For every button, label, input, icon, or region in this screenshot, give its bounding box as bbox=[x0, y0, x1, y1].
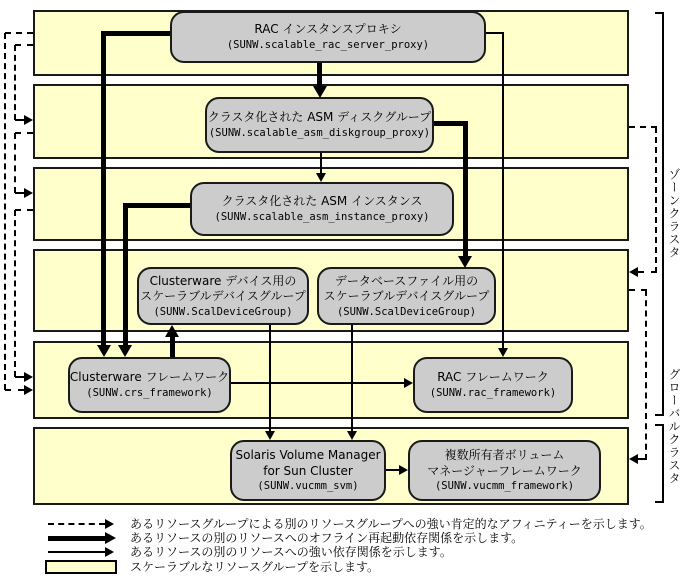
resource-title: Clusterware デバイス用の bbox=[149, 273, 297, 288]
affinity-band2-to-band3 bbox=[15, 192, 24, 194]
affinity-band1-to-band2 bbox=[15, 119, 24, 121]
affinity-band4-to-band6 bbox=[645, 290, 647, 460]
resource-box-crs-framework bbox=[68, 357, 231, 413]
resource-box-cw-device-group bbox=[137, 267, 309, 325]
arrowhead-icon bbox=[24, 188, 33, 198]
arrowhead-icon bbox=[404, 378, 413, 388]
resource-type: (SUNW.scalable_asm_diskgroup_proxy) bbox=[208, 127, 431, 139]
legend-dashed-arrow-icon bbox=[48, 523, 105, 525]
affinity-band3-to-band5 bbox=[14, 210, 16, 377]
arrowhead-icon bbox=[97, 345, 111, 357]
arrowhead-icon bbox=[629, 454, 638, 464]
resource-title: for Sun Cluster bbox=[263, 463, 353, 478]
resource-type: (SUNW.vucmm_svm) bbox=[257, 480, 359, 493]
edge-crs-framework-to-cw-device-group bbox=[170, 337, 175, 357]
legend-text-offline-restart: あるリソースの別のリソースへのオフライン再起動依存関係を示します。 bbox=[130, 531, 524, 545]
arrowhead-icon bbox=[165, 325, 179, 337]
resource-type: (SUNW.ScalDeviceGroup) bbox=[336, 305, 477, 318]
edge-asm-diskgroup-to-asm-instance bbox=[320, 153, 322, 174]
affinity-band3-to-band5 bbox=[15, 209, 33, 211]
arrowhead-icon bbox=[316, 173, 326, 182]
affinity-band1-to-band5 bbox=[5, 389, 24, 391]
global-cluster-label: グローバルクラスタ bbox=[667, 368, 681, 485]
resource-title: RAC インスタンスプロキシ bbox=[254, 22, 402, 37]
edge-vucmm-svm-to-vucmm-framework bbox=[386, 469, 399, 471]
edge-rac-proxy-to-crs-framework bbox=[101, 31, 170, 36]
arrowhead-icon bbox=[24, 385, 33, 395]
legend-thick-arrow-icon bbox=[48, 536, 105, 541]
affinity-band1-to-band2 bbox=[15, 44, 33, 46]
affinity-band1-to-band5 bbox=[4, 33, 6, 390]
resource-title: 複数所有者ボリューム bbox=[444, 448, 565, 463]
affinity-band3-to-band5 bbox=[15, 376, 24, 378]
edge-asm-instance-to-crs-framework bbox=[123, 203, 128, 346]
legend-text-affinity: あるリソースグループによる別のリソースグループへの強い肯定的なアフィニティーを示します。 bbox=[130, 517, 652, 531]
resource-box-asm-instance bbox=[190, 182, 454, 236]
edge-cw-device-group-to-vucmm-svm bbox=[269, 325, 271, 432]
arrowhead-icon bbox=[24, 372, 33, 382]
resource-title: クラスタ化された ASM ディスクグループ bbox=[207, 110, 432, 125]
arrowhead-icon bbox=[629, 267, 638, 277]
resource-type: (SUNW.rac_framework) bbox=[429, 387, 557, 399]
affinity-band2-to-band3 bbox=[15, 132, 33, 134]
resource-box-rac-proxy bbox=[170, 11, 486, 63]
zone-cluster-bracket bbox=[655, 12, 664, 416]
legend-thin-arrow-icon bbox=[48, 551, 105, 553]
arrowhead-icon bbox=[399, 465, 408, 475]
affinity-band1-to-band5 bbox=[5, 32, 33, 34]
resource-box-vucmm-framework bbox=[408, 440, 601, 501]
resource-box-asm-diskgroup bbox=[205, 97, 434, 153]
resource-title: Solaris Volume Manager bbox=[235, 448, 381, 463]
edge-rac-proxy-to-asm-diskgroup bbox=[317, 63, 322, 87]
resource-box-db-device-group bbox=[317, 267, 496, 325]
arrowhead-icon bbox=[313, 86, 327, 98]
resource-title: RAC フレームワーク bbox=[437, 370, 549, 385]
edge-db-device-group-to-vucmm-svm bbox=[351, 325, 353, 432]
edge-crs-framework-to-rac-framework bbox=[231, 382, 404, 384]
resource-type: (SUNW.scalable_asm_instance_proxy) bbox=[214, 211, 430, 223]
resource-title: データベースファイル用の bbox=[334, 273, 479, 288]
resource-type: (SUNW.scalable_rac_server_proxy) bbox=[226, 39, 430, 51]
zone-cluster-label: ゾーンクラスタ bbox=[667, 168, 681, 259]
arrowhead-icon bbox=[498, 348, 508, 357]
resource-box-rac-framework bbox=[413, 357, 573, 413]
resource-box-vucmm-svm bbox=[230, 440, 386, 501]
arrowhead-icon bbox=[105, 532, 116, 544]
affinity-band2-to-band3 bbox=[14, 133, 16, 193]
resource-title: スケーラブルデバイスグループ bbox=[323, 289, 490, 304]
resource-title: マネージャーフレームワーク bbox=[427, 463, 582, 478]
affinity-band4-to-band6 bbox=[638, 458, 647, 460]
global-cluster-bracket bbox=[655, 424, 664, 503]
resource-title: クラスタ化された ASM インスタンス bbox=[221, 194, 423, 209]
legend-text-strong-dependency: あるリソースの別のリソースへの強い依存関係を示します。 bbox=[130, 545, 452, 559]
resource-type: (SUNW.crs_framework) bbox=[86, 387, 213, 399]
edge-rac-proxy-to-crs-framework bbox=[101, 31, 106, 346]
arrowhead-icon bbox=[458, 256, 472, 268]
arrowhead-icon bbox=[265, 431, 275, 440]
arrowhead-icon bbox=[105, 547, 114, 557]
arrowhead-icon bbox=[24, 115, 33, 125]
edge-asm-instance-to-crs-framework bbox=[123, 203, 190, 208]
edge-rac-proxy-to-rac-framework bbox=[502, 32, 504, 348]
legend-scalable-group-swatch bbox=[45, 560, 117, 574]
affinity-band2-to-band4 bbox=[629, 126, 657, 128]
resource-title: スケーラブルデバイスグループ bbox=[140, 289, 306, 304]
arrowhead-icon bbox=[347, 431, 357, 440]
arrowhead-icon bbox=[118, 345, 132, 357]
resource-title: Clusterware フレームワーク bbox=[69, 370, 230, 385]
resource-type: (SUNW.ScalDeviceGroup) bbox=[153, 305, 293, 318]
legend-text-scalable-group: スケーラブルなリソースグループを示します。 bbox=[130, 560, 380, 574]
edge-asm-diskgroup-to-db-device-group bbox=[463, 121, 468, 257]
resource-type: (SUNW.vucmm_framework) bbox=[434, 480, 575, 493]
arrowhead-icon bbox=[105, 519, 114, 529]
affinity-band1-to-band2 bbox=[14, 45, 16, 120]
